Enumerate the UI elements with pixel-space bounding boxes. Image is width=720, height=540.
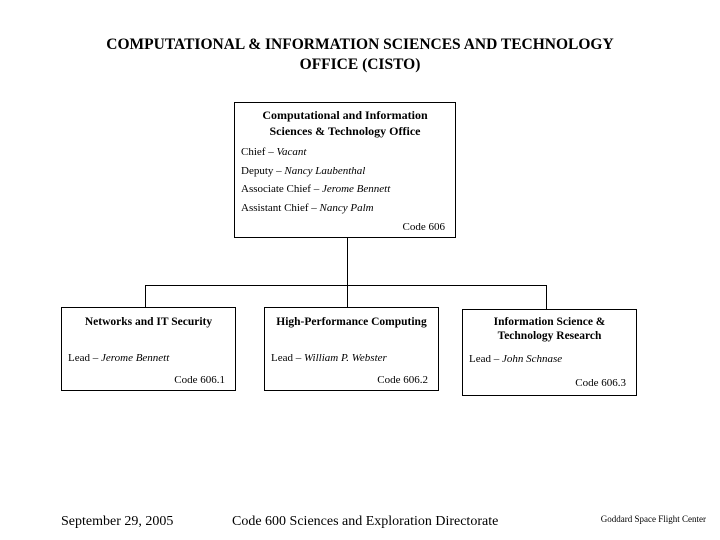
role-person: John Schnase [501, 353, 563, 365]
connector-left [145, 285, 146, 307]
connector-crossbar [145, 285, 547, 286]
connector-right [546, 285, 547, 309]
role-deputy [241, 165, 365, 177]
role-person: William P. Webster [303, 352, 387, 364]
role-lead [271, 352, 387, 364]
box-title-line-1: Information Science & [493, 316, 606, 328]
box-title [463, 315, 636, 343]
role-person: Jerome Bennett [321, 183, 391, 195]
role-person: Nancy Laubenthal [284, 165, 366, 177]
role-associate-chief [241, 183, 390, 195]
title-line-2: OFFICE (CISTO) [299, 56, 421, 73]
box-title [235, 108, 455, 138]
role-label: Associate Chief – [241, 183, 322, 195]
role-person: Nancy Palm [319, 202, 374, 214]
connector-trunk [347, 238, 348, 285]
role-label: Deputy – [241, 165, 285, 177]
footer-directorate: Code 600 Sciences and Exploration Directorate [232, 514, 499, 529]
role-label: Lead – [469, 353, 502, 365]
box-title: Networks and IT Security [84, 316, 213, 328]
footer-date: September 29, 2005 [61, 514, 174, 529]
box-title: High-Performance Computing [276, 316, 427, 328]
box-code: Code 606.2 [377, 374, 428, 386]
box-code: Code 606 [402, 221, 445, 233]
role-label: Chief – [241, 146, 277, 158]
role-person: Vacant [276, 146, 307, 158]
role-lead [68, 352, 169, 364]
box-title-line-2: Technology Research [497, 330, 602, 342]
connector-middle [347, 285, 348, 307]
org-box-information-science-technology-research [462, 309, 637, 396]
role-label: Lead – [271, 352, 304, 364]
footer-center: Goddard Space Flight Center [600, 514, 706, 524]
box-title-line-2: Sciences & Technology Office [269, 124, 421, 138]
org-box-high-performance-computing [264, 307, 439, 391]
role-chief [241, 146, 306, 158]
role-label: Lead – [68, 352, 101, 364]
box-code: Code 606.3 [575, 377, 626, 389]
box-title-line-1: Computational and Information [262, 108, 428, 122]
box-code: Code 606.1 [174, 374, 225, 386]
role-person: Jerome Bennett [100, 352, 170, 364]
title-line-1: COMPUTATIONAL & INFORMATION SCIENCES AND TECHNOLOGY [106, 36, 614, 53]
role-assistant-chief [241, 202, 374, 214]
role-lead [469, 353, 562, 365]
org-box-cisto [234, 102, 456, 238]
org-box-networks-it-security [61, 307, 236, 391]
role-label: Assistant Chief – [241, 202, 320, 214]
diagram-title [0, 35, 720, 75]
